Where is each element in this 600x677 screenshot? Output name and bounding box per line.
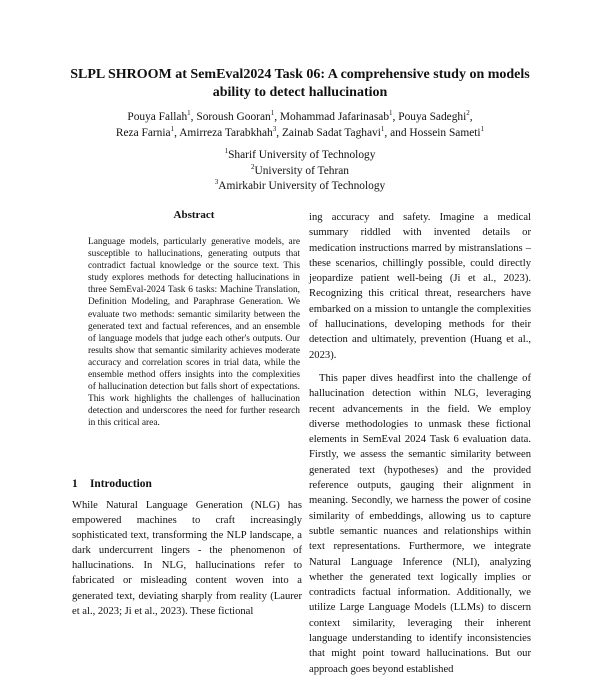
author-line-2: Reza Farnia$^1$, Amirreza Tarabkhah$^3$, Zainab Sadat Taghavi$^1$, and Hossein Sameti$^1$ — [115, 125, 485, 139]
right-column — [309, 210, 531, 677]
affiliation-list — [60, 148, 540, 195]
author-affiliation-mark: 2 — [466, 109, 470, 118]
author-affiliation-mark: 3 — [272, 125, 277, 134]
author-name: Hossein Sameti — [409, 127, 481, 139]
paper-title: SLPL SHROOM at SemEval2024 Task 06: A comprehensive study on models ability to detect hallucination — [70, 67, 530, 100]
section-heading — [72, 478, 302, 490]
affiliation: $^2$University of Tehran — [250, 162, 350, 177]
author-list — [60, 109, 540, 141]
intro-paragraph: This paper dives headfirst into the challenge of hallucination detection within NLG, leveraging recent advancements in the field. We employ diverse methodologies to unmask these fictional elements in SemEval 2024 Task 6 evaluation data. Firstly, we assess the semantic similarity between generated text (hypotheses) and the provided reference outputs, gauging their alignment in meaning. Secondly, we harness the power of cosine similarity of embeddings, allowing us to capture subtle semantic nuances and relationships within text representations. Furthermore, we integrate Natural Language Inference (NLI), analyzing whether the generated text logically implies or contradicts factual information. Additionally, we utilize Large Language Models (LLMs) to discern context similarity, leveraging their inherent language understanding to identify inconsistencies that might point toward hallucinations. But our approach goes beyond established — [309, 372, 531, 675]
author-name: Soroush Gooran — [196, 111, 271, 123]
author-name: Zainab Sadat Taghavi — [281, 127, 381, 139]
abstract-text: Language models, particularly generative models, are susceptible to hallucinations, generating outputs that contradict factual knowledge or the source text. This study explores methods for detecting hallucinations in three SemEval-2024 Task 6 tasks: Machine Translation, Definition Modeling, and Paraphrase Generation. We evaluate two methods: semantic similarity between the generated text and factual references, and an ensemble of language models that judge each other's outputs. Our results show that semantic similarity achieves moderate accuracy and correlation scores in trial data, while the ensemble method offers insights into the complexities of hallucination detection but falls short of expectations. This work highlights the challenges of hallucination detection and underscores the need for further research in this critical area. — [88, 237, 300, 429]
author-line-1: Pouya Fallah$^1$, Soroush Gooran$^1$, Mohammad Jafarinasab$^1$, Pouya Sadeghi$^2$, — [127, 109, 473, 123]
author-affiliation-mark: 1 — [480, 125, 485, 134]
affiliation: $^1$Sharif University of Technology — [224, 147, 376, 161]
abstract-heading: Abstract — [173, 209, 215, 221]
author-name: Amirreza Tarabkhah — [179, 127, 273, 139]
section-number: 1 — [72, 478, 78, 490]
affiliation: $^3$Amirkabir University of Technology — [214, 178, 386, 192]
author-affiliation-mark: 1 — [389, 109, 393, 118]
author-affiliation-mark: 1 — [170, 125, 175, 134]
author-affiliation-mark: 1 — [270, 109, 275, 118]
intro-paragraph: ing accuracy and safety. Imagine a medical summary riddled with invented details or medication instructions marred by mistranslations – these scenarios, chillingly possible, could directly jeopardize patient well-being (Ji et al., 2023). Recognizing this critical threat, researchers have embarked on a mission to untangle the complexities of hallucinations, developing methods for their detection and ultimately, prevention (Huang et al., 2023). — [309, 212, 531, 361]
intro-paragraph: While Natural Language Generation (NLG) has empowered machines to craft increasingly sophisticated text, transforming the NLP landscape, a dark undercurrent lingers - the phenomenon of hallucinations. In NLG, hallucinations refer to fabricated or misleading content woven into a generated text, deviating sharply from reality (Laurer et al., 2023; Ji et al., 2023). These fictional — [72, 500, 302, 617]
author-affiliation-mark: 1 — [380, 125, 385, 134]
author-name: Mohammad Jafarinasab — [279, 111, 390, 123]
section-title: Introduction — [90, 478, 152, 490]
author-affiliation-mark: 1 — [187, 109, 191, 118]
author-name: Reza Farnia — [115, 127, 171, 139]
author-name: Pouya Sadeghi — [398, 111, 467, 123]
intro-column-1 — [72, 498, 302, 619]
author-name: Pouya Fallah — [127, 111, 188, 123]
